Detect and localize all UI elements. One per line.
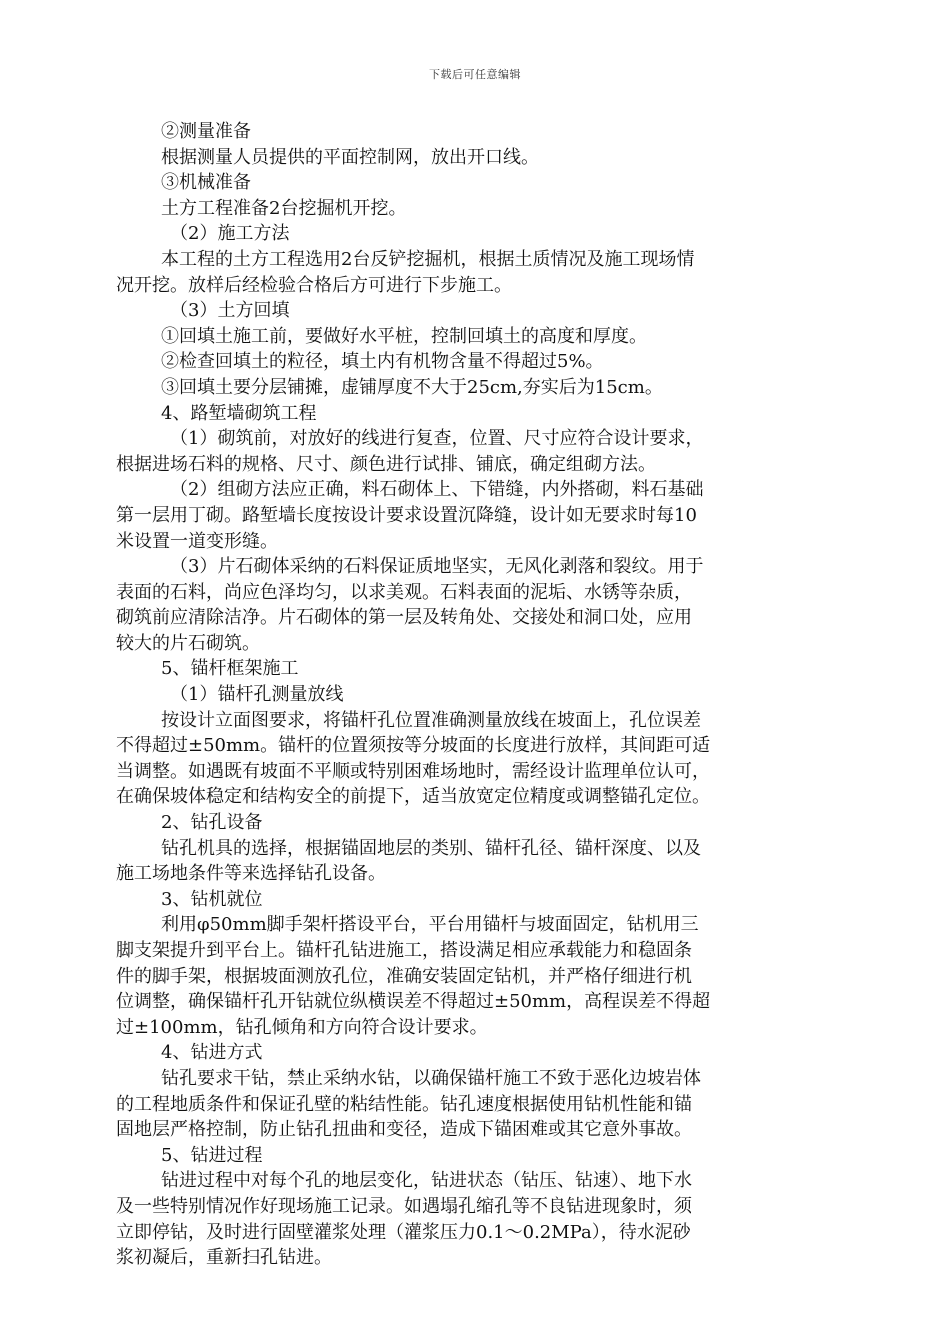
- text-line: 4、路堑墙砌筑工程: [161, 402, 317, 424]
- text-line: （3）片石砌体采纳的石料保证质地坚实，无风化剥落和裂纹。用于: [170, 556, 704, 578]
- text-line: ②检查回填土的粒径，填土内有机物含量不得超过5%。: [161, 351, 604, 373]
- text-line: 利用φ50mm脚手架杆搭设平台，平台用锚杆与坡面固定，钻机用三: [161, 914, 699, 936]
- text-line: 根据进场石料的规格、尺寸、颜色进行试排、铺底，确定组砌方法。: [116, 453, 656, 475]
- text-line: ①回填土施工前，要做好水平桩，控制回填土的高度和厚度。: [161, 325, 647, 347]
- text-line: 第一层用丁砌。路堑墙长度按设计要求设置沉降缝，设计如无要求时每10: [116, 504, 697, 526]
- text-line: 土方工程准备2台挖掘机开挖。: [161, 197, 407, 219]
- text-line: 表面的石料，尚应色泽均匀，以求美观。石料表面的泥垢、水锈等杂质，: [116, 581, 692, 603]
- text-line: 3、钻机就位: [161, 888, 263, 910]
- text-line: 钻孔机具的选择，根据锚固地层的类别、锚杆孔径、锚杆深度、以及: [161, 837, 701, 859]
- text-line: 过±100mm，钻孔倾角和方向符合设计要求。: [116, 1016, 488, 1038]
- text-line: 钻进过程中对每个孔的地层变化，钻进状态（钻压、钻速）、地下水: [161, 1170, 692, 1192]
- text-line: 及一些特别情况作好现场施工记录。如遇塌孔缩孔等不良钻进现象时，须: [116, 1195, 692, 1217]
- text-line: 的工程地质条件和保证孔壁的粘结性能。钻孔速度根据使用钻机性能和锚: [116, 1093, 692, 1115]
- text-line: 施工场地条件等来选择钻孔设备。: [116, 863, 386, 885]
- text-line: 脚支架提升到平台上。锚杆孔钻进施工，搭设满足相应承载能力和稳固条: [116, 940, 692, 961]
- text-line: 在确保坡体稳定和结构安全的前提下，适当放宽定位精度或调整锚孔定位。: [116, 786, 710, 808]
- text-line: 5、锚杆框架施工: [161, 658, 299, 680]
- text-line: （2）组砌方法应正确，料石砌体上、下错缝，内外搭砌，料石基础: [170, 479, 704, 501]
- text-line: 根据测量人员提供的平面控制网，放出开口线。: [161, 146, 539, 168]
- text-line: 2、钻孔设备: [161, 812, 263, 834]
- text-line: ②测量准备: [161, 121, 251, 142]
- document-body: [116, 119, 840, 1271]
- text-line: ③回填土要分层铺摊，虚铺厚度不大于25cm,夯实后为15cm。: [161, 376, 663, 398]
- text-line: 按设计立面图要求，将锚杆孔位置准确测量放线在坡面上，孔位误差: [161, 709, 701, 731]
- text-line: 浆初凝后，重新扫孔钻进。: [116, 1247, 332, 1269]
- text-line: 4、钻进方式: [161, 1042, 263, 1064]
- text-line: 件的脚手架，根据坡面测放孔位，准确安装固定钻机，并严格仔细进行机: [116, 965, 692, 987]
- text-line: 米设置一道变形缝。: [116, 530, 278, 552]
- text-line: 当调整。如遇既有坡面不平顺或特别困难场地时，需经设计监理单位认可，: [116, 760, 710, 782]
- text-line: 不得超过±50mm。锚杆的位置须按等分坡面的长度进行放样，其间距可适: [116, 735, 711, 757]
- text-line: 位调整，确保锚杆孔开钻就位纵横误差不得超过±50mm，高程误差不得超: [116, 991, 711, 1013]
- text-line: （1）锚杆孔测量放线: [170, 684, 344, 706]
- page-header: 下载后可任意编辑: [429, 68, 521, 81]
- text-line: 5、钻进过程: [161, 1144, 263, 1166]
- text-line: （3）土方回填: [170, 300, 290, 322]
- text-line: 固地层严格控制，防止钻孔扭曲和变径，造成下锚困难或其它意外事故。: [116, 1119, 692, 1141]
- text-line: 况开挖。放样后经检验合格后方可进行下步施工。: [116, 274, 512, 296]
- text-line: 立即停钻，及时进行固壁灌浆处理（灌浆压力0.1～0.2MPa），待水泥砂: [116, 1221, 691, 1243]
- text-line: ③机械准备: [161, 172, 251, 194]
- text-line: 本工程的土方工程选用2台反铲挖掘机，根据土质情况及施工现场情: [161, 248, 695, 270]
- text-line: 砌筑前应清除洁净。片石砌体的第一层及转角处、交接处和洞口处，应用: [116, 607, 692, 629]
- text-line: （1）砌筑前，对放好的线进行复查，位置、尺寸应符合设计要求，: [170, 428, 704, 450]
- text-line: （2）施工方法: [170, 223, 290, 245]
- text-line: 钻孔要求干钻，禁止采纳水钻，以确保锚杆施工不致于恶化边坡岩体: [161, 1067, 701, 1089]
- text-line: 较大的片石砌筑。: [116, 632, 260, 654]
